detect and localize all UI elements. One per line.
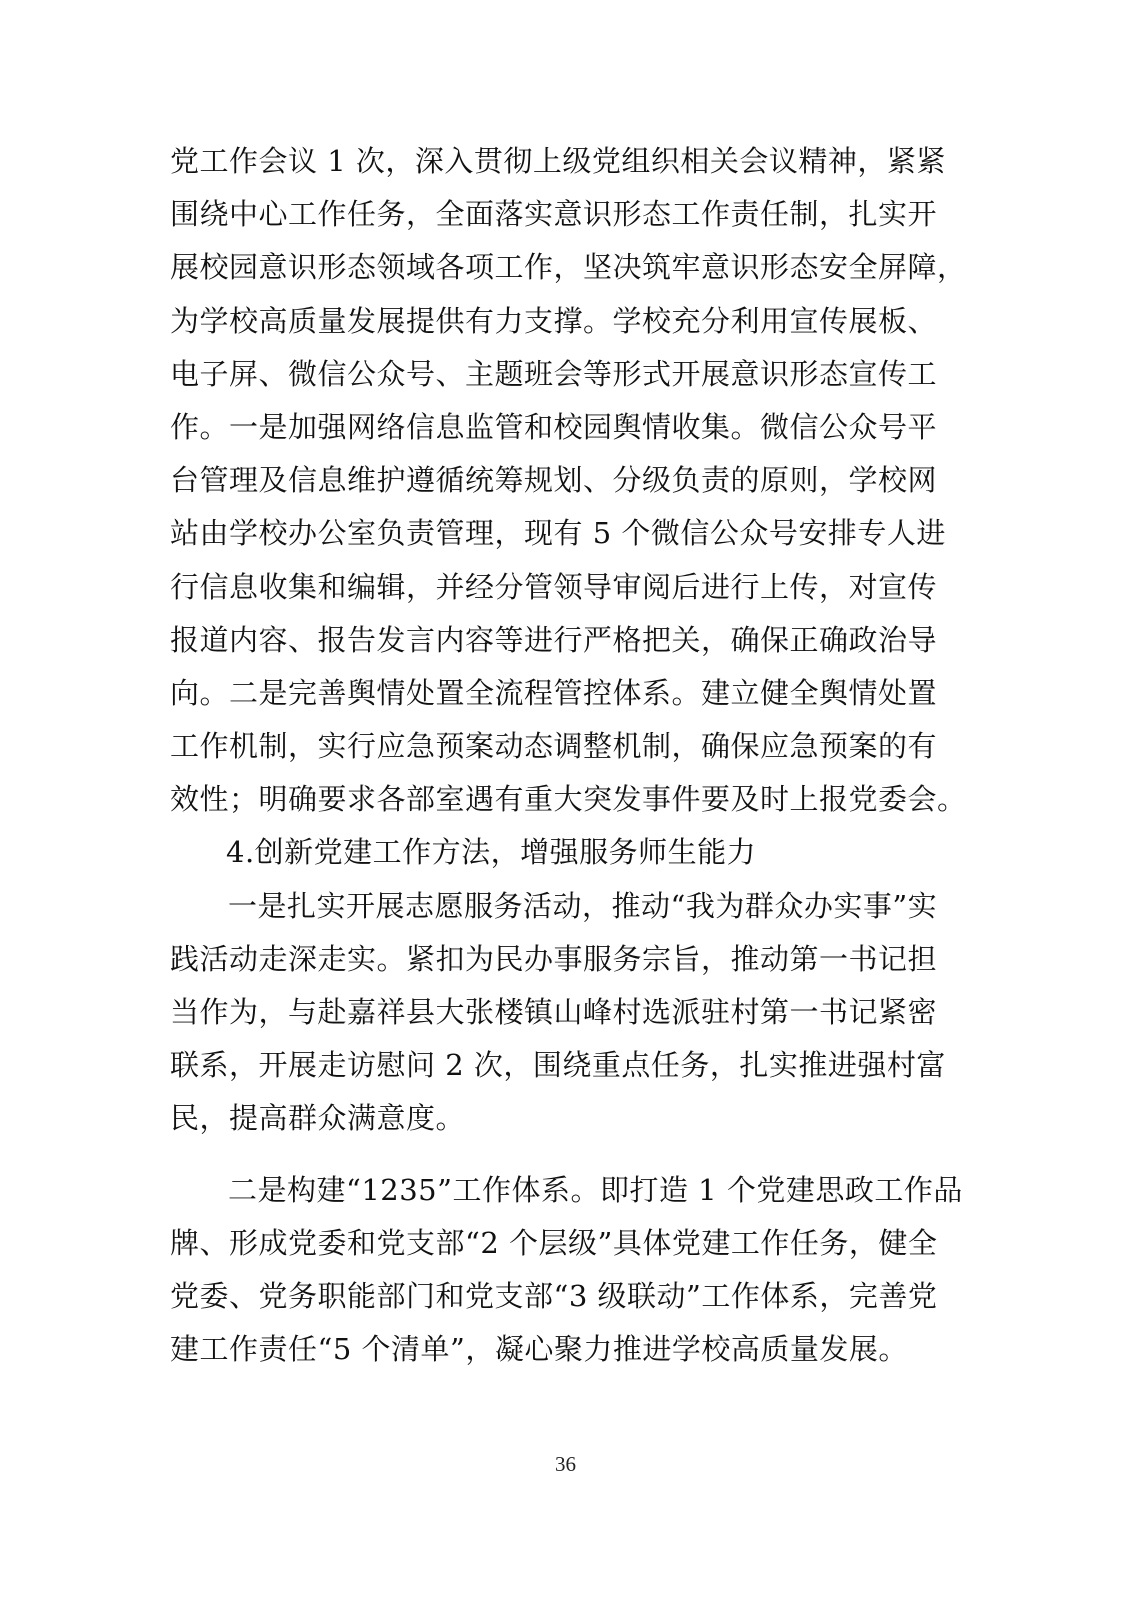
text-line: 联系，开展走访慰问 2 次，围绕重点任务，扎实推进强村富: [170, 1048, 946, 1083]
section-heading: 4.创新党建工作方法，增强服务师生能力: [226, 835, 757, 870]
text-line: 党工作会议 1 次，深入贯彻上级党组织相关会议精神，紧紧: [170, 144, 946, 178]
text-line: 党委、党务职能部门和党支部“3 级联动”工作体系，完善党: [170, 1278, 938, 1313]
text-line: 二是构建“1235”工作体系。即打造 1 个党建思政工作品: [228, 1172, 963, 1207]
text-line: 践活动走深走实。紧扣为民办事服务宗旨，推动第一书记担: [170, 941, 938, 976]
page-number: 36: [555, 1452, 576, 1476]
text-line: 民，提高群众满意度。: [170, 1101, 466, 1136]
text-line: 一是扎实开展志愿服务活动，推动“我为群众办实事”实: [228, 888, 938, 923]
text-line: 牌、形成党委和党支部“2 个层级”具体党建工作任务，健全: [170, 1225, 938, 1260]
text-line: 报道内容、报告发言内容等进行严格把关，确保正确政治导: [170, 622, 938, 657]
paragraph-gap: [170, 1146, 960, 1164]
text-line: 向。二是完善舆情处置全流程管控体系。建立健全舆情处置: [170, 675, 938, 710]
text-line: 当作为，与赴嘉祥县大张楼镇山峰村选派驻村第一书记紧密: [170, 995, 938, 1029]
body-text: [170, 135, 967, 1376]
text-line: 电子屏、微信公众号、主题班会等形式开展意识形态宣传工: [170, 356, 938, 391]
text-line: 行信息收集和编辑，并经分管领导审阅后进行上传，对宣传: [170, 569, 938, 604]
text-line: 台管理及信息维护遵循统筹规划、分级负责的原则，学校网: [170, 463, 938, 498]
text-line: 展校园意识形态领域各项工作，坚决筑牢意识形态安全屏障，: [170, 250, 967, 285]
text-line: 站由学校办公室负责管理，现有 5 个微信公众号安排专人进: [170, 516, 946, 551]
text-line: 为学校高质量发展提供有力支撑。学校充分利用宣传展板、: [170, 303, 938, 338]
text-line: 效性；明确要求各部室遇有重大突发事件要及时上报党委会。: [170, 782, 967, 817]
text-line: 建工作责任“5 个清单”，凝心聚力推进学校高质量发展。: [170, 1332, 908, 1367]
text-line: 围绕中心工作任务，全面落实意识形态工作责任制，扎实开: [170, 197, 938, 232]
text-line: 作。一是加强网络信息监管和校园舆情收集。微信公众号平: [170, 409, 938, 444]
text-line: 工作机制，实行应急预案动态调整机制，确保应急预案的有: [170, 729, 938, 764]
